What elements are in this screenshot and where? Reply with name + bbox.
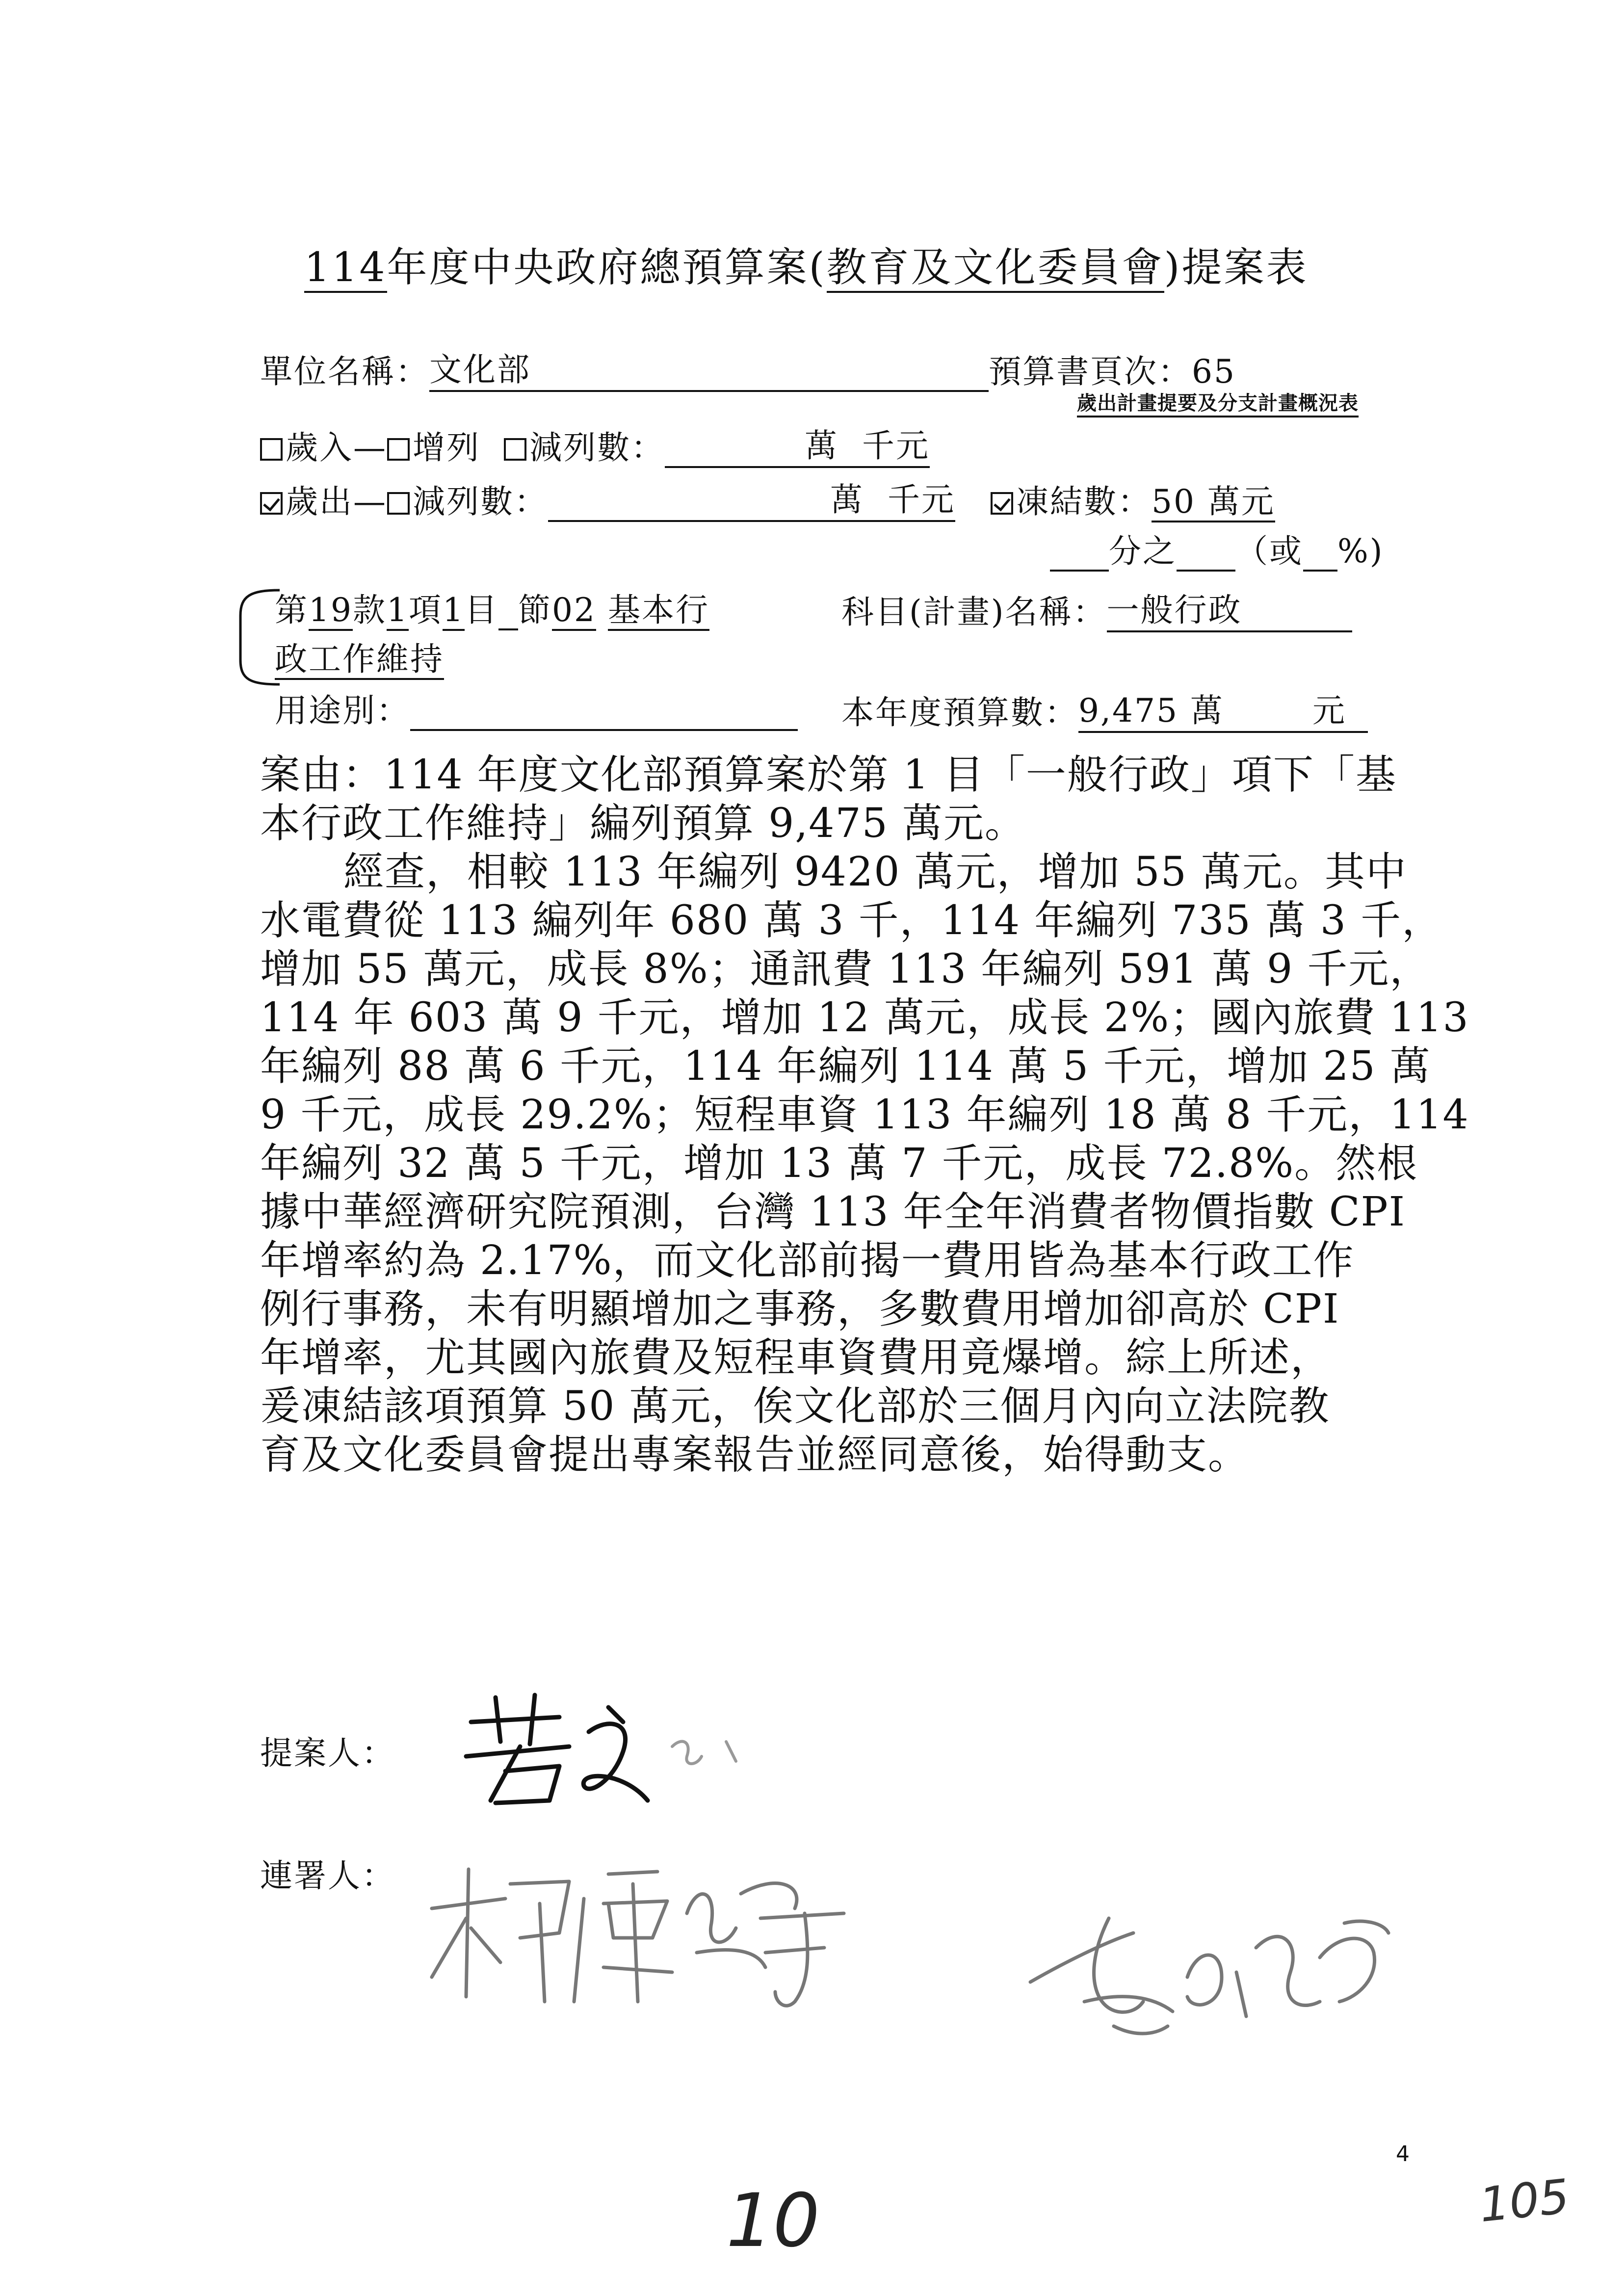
section-xiang: 項 <box>408 591 443 629</box>
section-name-part2: 政工作維持 <box>275 640 444 680</box>
title-committee: 教育及文化委員會 <box>827 244 1164 293</box>
expense-label: 歲出— <box>286 483 387 521</box>
page-note: 歲出計畫提要及分支計畫概況表 <box>1077 388 1359 417</box>
body-line: 年增率，尤其國內旅費及短程車資費用竟爆增。綜上所述， <box>260 1334 1332 1381</box>
budget-value: 9,475 萬 <box>1078 692 1224 730</box>
fraction-percent: %) <box>1337 532 1384 570</box>
proposer-label: 提案人： <box>260 1734 395 1772</box>
section-jie-field <box>498 591 518 630</box>
revenue-label: 歲入— <box>286 429 387 467</box>
title-part1: 年度中央政府總預算案( <box>387 244 827 291</box>
page-number: 4 <box>1396 2141 1410 2166</box>
section-xiang-num: 1 <box>387 591 409 631</box>
budget-label: 本年度預算數： <box>841 694 1078 731</box>
body-line: 育及文化委員會提出專案報告並經同意後，始得動支。 <box>260 1432 1250 1478</box>
section-row <box>275 584 709 630</box>
account-value-field <box>1107 584 1352 632</box>
fraction-numerator-field <box>1050 532 1109 572</box>
section-name-part1: 基本行 <box>608 591 709 631</box>
section-mu-num: 1 <box>443 591 465 631</box>
expense-decrease-checkbox[interactable] <box>387 492 410 515</box>
account-label: 科目(計畫)名稱： <box>841 593 1107 631</box>
page-label: 預算書頁次： <box>989 353 1192 391</box>
body-line: 9 千元，成長 29.2%；短程車資 113 年編列 18 萬 8 千元，114 <box>260 1092 1469 1138</box>
budget-value-field <box>1078 684 1368 733</box>
usage-row <box>275 684 798 731</box>
body-line: 本行政工作維持」編列預算 9,475 萬元。 <box>260 800 1026 847</box>
body-line: 年編列 32 萬 5 千元，增加 13 萬 7 千元，成長 72.8%。然根 <box>260 1140 1418 1187</box>
unit-row <box>260 343 1236 392</box>
revenue-wan: 萬 <box>805 427 838 465</box>
title-year: 114 <box>304 244 387 293</box>
unit-value-field <box>429 343 989 392</box>
revenue-qian-yuan: 千元 <box>862 427 930 465</box>
budget-row <box>841 684 1368 733</box>
body-line: 年編列 88 萬 6 千元，114 年編列 114 萬 5 千元，增加 25 萬 <box>260 1043 1431 1090</box>
budget-unit: 元 <box>1312 692 1346 730</box>
body-line: 案由：114 年度文化部預算案於第 1 目「一般行政」項下「基 <box>260 752 1397 798</box>
body-line: 增加 55 萬元，成長 8%；通訊費 113 年編列 591 萬 9 千元， <box>260 946 1431 992</box>
freeze-amount <box>1152 483 1275 522</box>
expense-checkbox[interactable] <box>260 492 283 515</box>
section-mu: 目 <box>464 591 498 629</box>
revenue-increase-checkbox[interactable] <box>387 438 410 461</box>
section-kuan: 款 <box>352 591 387 629</box>
handwritten-number-corner: 105 <box>1476 2168 1572 2233</box>
expense-decrease-label: 減列數： <box>413 483 548 521</box>
fraction-row <box>1050 525 1384 572</box>
freeze-label: 凍結數： <box>1016 483 1152 521</box>
section-di: 第 <box>275 591 309 629</box>
title-part2: )提案表 <box>1164 244 1309 291</box>
freeze-checkbox[interactable] <box>991 492 1013 515</box>
freeze-unit: 萬元 <box>1207 483 1275 521</box>
section-jie-code: 02 <box>552 591 596 631</box>
revenue-amount-field <box>665 419 930 468</box>
revenue-decrease-label: 減列數： <box>529 429 665 467</box>
revenue-increase-label: 增列 <box>413 429 480 467</box>
section-kuan-num: 19 <box>309 591 353 631</box>
handwritten-number-center: 10 <box>726 2178 820 2264</box>
revenue-decrease-checkbox[interactable] <box>504 438 526 461</box>
body-line: 爰凍結該項預算 50 萬元，俟文化部於三個月內向立法院教 <box>260 1383 1330 1430</box>
section-jie: 節 <box>518 591 552 629</box>
expense-row <box>260 473 1275 522</box>
body-line: 經查，相較 113 年編列 9420 萬元，增加 55 萬元。其中 <box>343 849 1407 895</box>
body-line: 年增率約為 2.17%，而文化部前揭一費用皆為基本行政工作 <box>260 1237 1355 1284</box>
expense-amount-field <box>548 473 955 522</box>
proposer-signature <box>461 1688 805 1815</box>
fraction-fen-zhi: 分之 <box>1109 532 1177 570</box>
account-value: 一般行政 <box>1106 591 1242 629</box>
body-line: 114 年 603 萬 9 千元，增加 12 萬元，成長 2%；國內旅費 113 <box>260 994 1469 1041</box>
unit-label: 單位名稱： <box>260 353 429 391</box>
body-line: 水電費從 113 編列年 680 萬 3 千，114 年編列 735 萬 3 千， <box>260 897 1443 944</box>
section-name-continued <box>275 633 444 679</box>
usage-field <box>410 691 798 731</box>
page-value: 65 <box>1192 353 1236 391</box>
revenue-checkbox[interactable] <box>260 438 283 461</box>
expense-qian-yuan: 千元 <box>888 481 955 519</box>
form-title <box>304 235 1309 293</box>
cosigner-signature-1 <box>422 1854 873 2016</box>
unit-value: 文化部 <box>429 351 531 389</box>
account-row <box>841 584 1352 632</box>
cosigner-label: 連署人： <box>260 1857 395 1895</box>
fraction-denominator-field <box>1177 532 1235 572</box>
body-line: 據中華經濟研究院預測，台灣 113 年全年消費者物價指數 CPI <box>260 1189 1406 1235</box>
usage-label: 用途別： <box>275 692 410 730</box>
freeze-value: 50 <box>1151 483 1196 521</box>
fraction-percent-field <box>1303 532 1337 572</box>
cosigner-signature-2 <box>1025 1904 1398 2051</box>
expense-wan: 萬 <box>830 481 864 519</box>
revenue-row <box>260 419 930 468</box>
body-line: 例行事務，未有明顯增加之事務，多數費用增加卻高於 CPI <box>260 1286 1340 1332</box>
fraction-huo: （或 <box>1235 532 1303 570</box>
proposal-body <box>260 751 1469 1479</box>
